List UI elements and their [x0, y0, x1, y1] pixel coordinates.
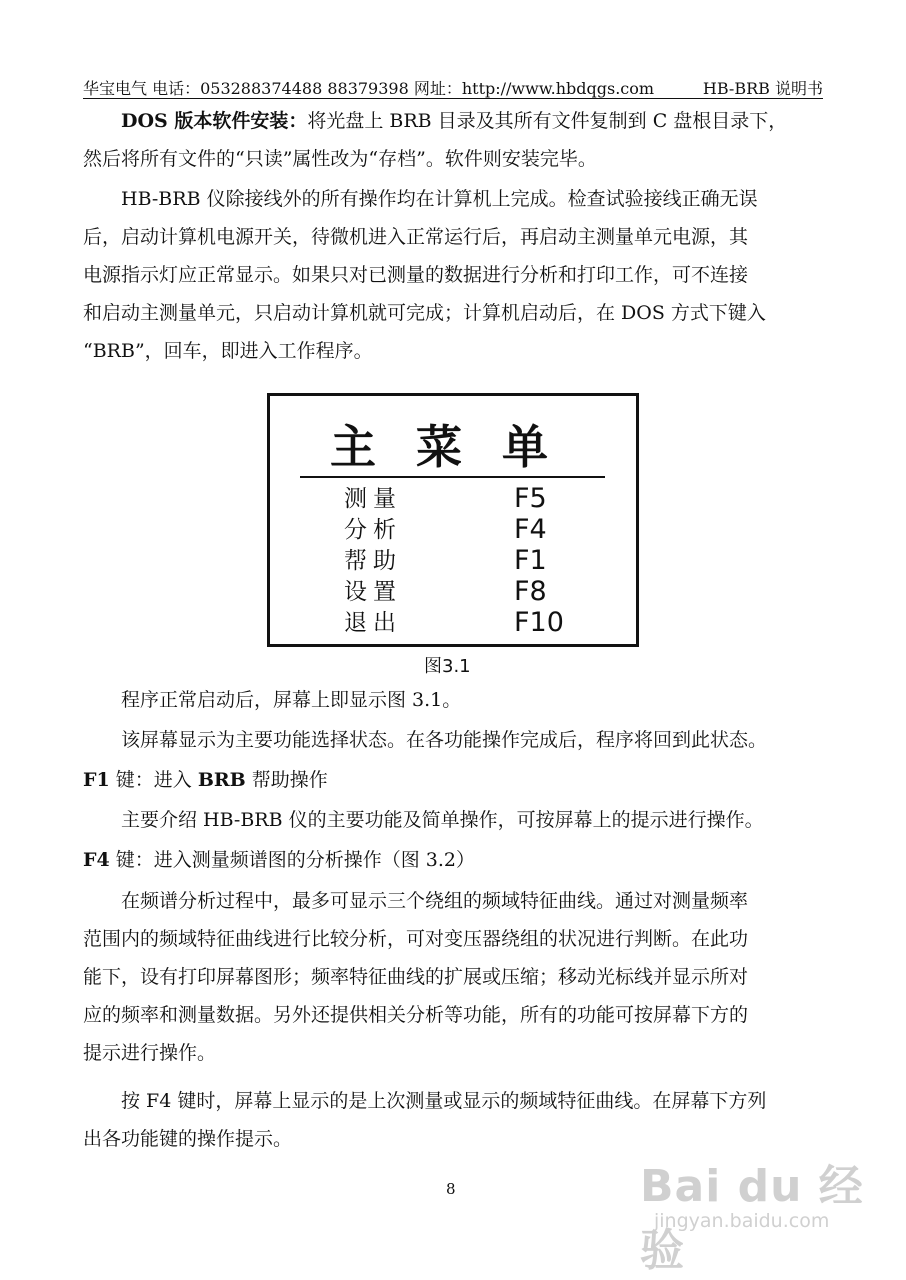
dos-install-heading: DOS 版本软件安装：: [121, 110, 308, 132]
f1-heading-text: 键：进入: [109, 769, 198, 791]
menu-item-key: F1: [514, 545, 547, 576]
paragraph-startup: 程序正常启动后，屏幕上即显示图 3.1。: [121, 689, 462, 711]
f1-heading-tail: 帮助操作: [245, 769, 328, 791]
f1-heading-brb: BRB: [197, 769, 246, 791]
menu-item-label: 帮助: [344, 548, 402, 574]
section-heading-f1: [83, 761, 823, 799]
f1-key: F1: [83, 769, 110, 791]
paragraph-spectrum-line3: 能下，设有打印屏幕图形；频率特征曲线的扩展或压缩；移动光标线并显示所对: [83, 966, 749, 988]
paragraph-operation-line1: HB-BRB 仪除接线外的所有操作均在计算机上完成。检查试验接线正确无误: [121, 188, 758, 210]
paragraph-operation-line4: 和启动主测量单元，只启动计算机就可完成；计算机启动后，在 DOS 方式下键入: [83, 302, 766, 324]
menu-item-label: 测量: [344, 486, 402, 512]
menu-item-help: [270, 546, 642, 576]
menu-item-settings: [270, 577, 642, 607]
section-heading-f4: [83, 841, 823, 879]
menu-item-exit: [270, 608, 642, 638]
header-doc-title: HB-BRB 说明书: [702, 79, 823, 98]
paragraph-f4-press-line1: 按 F4 键时，屏幕上显示的是上次测量或显示的频域特征曲线。在屏幕下方列: [121, 1090, 767, 1112]
header-contact: 华宝电气 电话：053288374488 88379398 网址：http://www.hbdqgs.com: [83, 79, 655, 98]
paragraph-spectrum-line2: 范围内的频域特征曲线进行比较分析，可对变压器绕组的状况进行判断。在此功: [83, 928, 749, 950]
paragraph-operation-line5: “BRB”，回车，即进入工作程序。: [83, 340, 373, 362]
watermark-url: jingyan.baidu.com: [654, 1210, 830, 1232]
menu-item-label: 分析: [344, 517, 402, 543]
f4-key: F4: [83, 849, 110, 871]
menu-item-label: 设置: [344, 579, 402, 605]
menu-item-measure: [270, 484, 642, 514]
figure-caption: 图3.1: [424, 656, 471, 677]
baidu-jingyan-watermark: [640, 1150, 880, 1276]
paragraph-spectrum-line1: 在频谱分析过程中，最多可显示三个绕组的频域特征曲线。通过对测量频率: [121, 890, 749, 912]
paragraph-dos-install-line2: 然后将所有文件的“只读”属性改为“存档”。软件则安装完毕。: [83, 148, 597, 170]
menu-title: 主菜单: [330, 420, 588, 474]
page-number: 8: [446, 1180, 456, 1198]
paragraph-operation-line2: 后，启动计算机电源开关，待微机进入正常运行后，再启动主测量单元电源，其: [83, 226, 749, 248]
menu-item-key: F10: [514, 607, 564, 638]
menu-item-key: F8: [514, 576, 547, 607]
f4-heading-text: 键：进入测量频谱图的分析操作（图 3.2）: [109, 849, 476, 871]
main-menu-figure: [267, 393, 639, 647]
paragraph-spectrum-line5: 提示进行操作。: [83, 1042, 217, 1064]
menu-item-key: F5: [514, 483, 547, 514]
dos-install-text: 将光盘上 BRB 目录及其所有文件复制到 C 盘根目录下，: [307, 110, 788, 132]
paragraph-main-state: 该屏幕显示为主要功能选择状态。在各功能操作完成后，程序将回到此状态。: [121, 729, 768, 751]
paragraph-spectrum-line4: 应的频率和测量数据。另外还提供相关分析等功能，所有的功能可按屏幕下方的: [83, 1004, 749, 1026]
paragraph-f1-desc: 主要介绍 HB-BRB 仪的主要功能及简单操作，可按屏幕上的提示进行操作。: [121, 809, 764, 831]
paragraph-f4-press-line2: 出各功能键的操作提示。: [83, 1128, 293, 1150]
watermark-logo: Bai du 经验: [640, 1161, 864, 1276]
page-header: [83, 74, 823, 99]
menu-item-label: 退出: [344, 610, 402, 636]
menu-item-key: F4: [514, 514, 547, 545]
paragraph-dos-install-line1: [83, 102, 823, 140]
menu-title-underline: [300, 476, 605, 478]
menu-item-analyze: [270, 515, 642, 545]
paragraph-operation-line3: 电源指示灯应正常显示。如果只对已测量的数据进行分析和打印工作，可不连接: [83, 264, 749, 286]
